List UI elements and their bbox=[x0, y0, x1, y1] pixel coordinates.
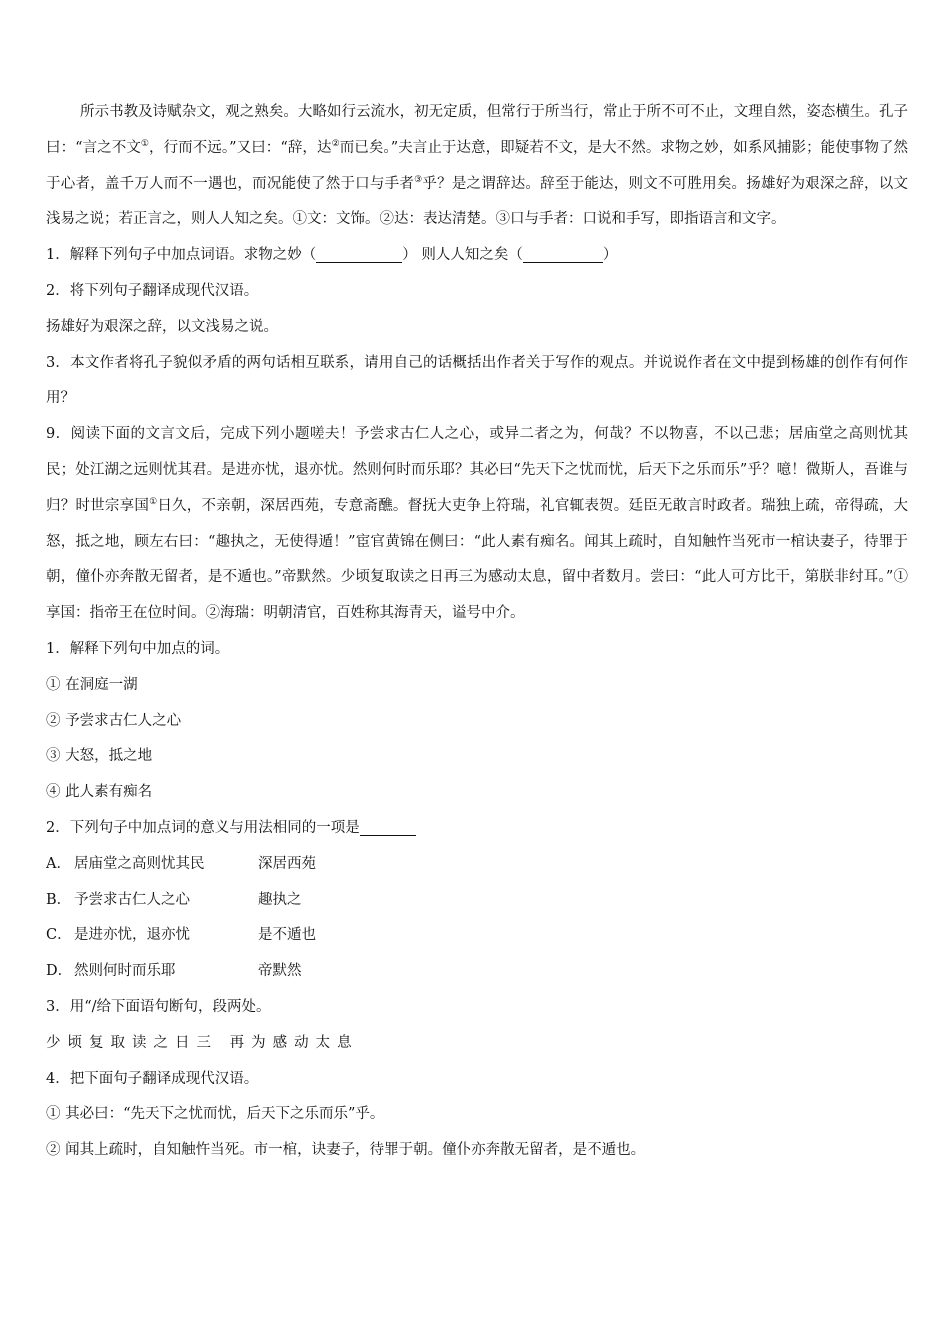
option-d[interactable] bbox=[46, 954, 908, 990]
answer-blank[interactable] bbox=[316, 244, 402, 263]
answer-blank[interactable] bbox=[523, 244, 603, 263]
question-1 bbox=[46, 238, 908, 274]
subquestion-4-item: ② 闻其上疏时，自知触忤当死。市一棺，诀妻子，待罪于朝。僮仆亦奔散无留者，是不遁也。 bbox=[46, 1142, 646, 1159]
option-text: 深居西苑 bbox=[258, 855, 316, 872]
subquestion-1-item: ① 在洞庭一湖 bbox=[46, 676, 138, 693]
option-a[interactable] bbox=[46, 847, 908, 883]
passage-2 bbox=[46, 417, 908, 632]
passage-text: 9．阅读下面的文言文后，完成下列小题嗟夫！予尝求古仁人之心，或异二者之为，何哉？不以物喜，不以己悲；居庙堂之高则忧其民；处江湖之远则忧其君。是进亦忧，退亦忧。然则何时而乐耶？其必曰“先天下之忧而忧，后天下之乐而乐”乎？噫！微斯人，吾谁与归？时世宗享国 bbox=[46, 426, 908, 514]
option-c[interactable] bbox=[46, 918, 908, 954]
option-text: 然则何时而乐耶 bbox=[74, 963, 176, 980]
subquestion-3-title: 3．用“/给下面语句断句，段两处。 bbox=[46, 998, 271, 1015]
question-2-sentence: 扬雄好为艰深之辞，以文浅易之说。 bbox=[46, 318, 278, 335]
footnote-marker: ① bbox=[140, 138, 150, 149]
subquestion-2-title bbox=[46, 811, 908, 847]
option-letter: A． bbox=[46, 855, 71, 872]
subquestion-1-title: 1．解释下列句中加点的词。 bbox=[46, 640, 230, 657]
subquestion-1-item: ③ 大怒，抵之地 bbox=[46, 748, 153, 765]
option-text: 趣执之 bbox=[258, 891, 302, 908]
option-letter: D． bbox=[46, 963, 73, 980]
option-b[interactable] bbox=[46, 883, 908, 919]
option-text: 居庙堂之高则忧其民 bbox=[74, 855, 205, 872]
subquestion-3-sentence: 少顷复取读之日三 再为感动太息 bbox=[46, 1034, 359, 1051]
document-page bbox=[46, 95, 908, 1169]
question-text: ） bbox=[602, 247, 618, 264]
passage-1 bbox=[46, 95, 908, 238]
footnote-marker: ② bbox=[331, 138, 340, 149]
question-text: ） 则人人知之矣（ bbox=[402, 247, 523, 264]
question-3: 3．本文作者将孔子貌似矛盾的两句话相互联系，请用自己的话概括出作者关于写作的观点。并说说作者在文中提到杨雄的创作有何作用？ bbox=[46, 354, 908, 407]
option-text: 帝默然 bbox=[258, 963, 302, 980]
option-letter: C． bbox=[46, 927, 72, 944]
passage-text: 而已矣。”夫言止于达意，即疑若不文，是大不然。求物之妙，如系风捕影；能使事物了然于心者，盖千万人而不一遇也，而况能使了然于口与手者 bbox=[46, 139, 908, 192]
passage-text: 乎？是之谓辞达。辞至于能达，则文不可胜用矣。扬雄好为艰深之辞，以文浅易之说；若正言之，则人人知之矣。①文：文饰。②达：表达清楚。③口与手者：口说和手写，即指语言和文字。 bbox=[46, 175, 909, 228]
question-text: 2．下列句子中加点词的意义与用法相同的一项是 bbox=[46, 819, 360, 836]
subquestion-1-item: ④ 此人素有痴名 bbox=[46, 784, 153, 801]
option-text: 予尝求古仁人之心 bbox=[74, 891, 190, 908]
option-text: 是不遁也 bbox=[258, 927, 316, 944]
option-letter: B． bbox=[46, 891, 72, 908]
passage-text: 日久，不亲朝，深居西苑，专意斋醮。督抚大吏争上符瑞，礼官辄表贺。廷臣无敢言时政者。瑞独上疏，帝得疏，大怒，抵之地，顾左右曰：“趣执之，无使得遁！”宦官黄锦在侧曰：“此人素有痴名。闻其上疏时，自知触忤当死市一棺诀妻子，待罪于朝，僮仆亦奔散无留者，是不遁也。”帝默然。少顷复取读之日再三为感动太息，留中者数月。尝曰：“此人可方比干，第朕非纣耳。”①享国：指帝王在位时间。②海瑞：明朝清官，百姓称其海青天，谥号中介。 bbox=[46, 497, 908, 622]
passage-text: 所示书教及诗赋杂文，观之熟矣。大略如行云流水，初无定质，但常行于所当行，常止于所不可不止，文理自然，姿态横生。孔子曰：“言之不文 bbox=[46, 104, 908, 156]
subquestion-4-item: ① 其必曰：“先天下之忧而忧，后天下之乐而乐”乎。 bbox=[46, 1106, 385, 1123]
question-text: 1．解释下列句子中加点词语。求物之妙（ bbox=[46, 247, 317, 264]
question-2-title: 2．将下列句子翻译成现代汉语。 bbox=[46, 282, 259, 299]
footnote-marker: ③ bbox=[414, 174, 423, 185]
footnote-marker: ① bbox=[149, 496, 158, 507]
subquestion-1-item: ② 予尝求古仁人之心 bbox=[46, 712, 182, 729]
answer-blank[interactable] bbox=[360, 817, 416, 836]
passage-text: ，行而不远。”又曰：“辞，达 bbox=[149, 139, 332, 156]
option-text: 是进亦忧，退亦忧 bbox=[74, 927, 190, 944]
subquestion-4-title: 4．把下面句子翻译成现代汉语。 bbox=[46, 1070, 259, 1087]
